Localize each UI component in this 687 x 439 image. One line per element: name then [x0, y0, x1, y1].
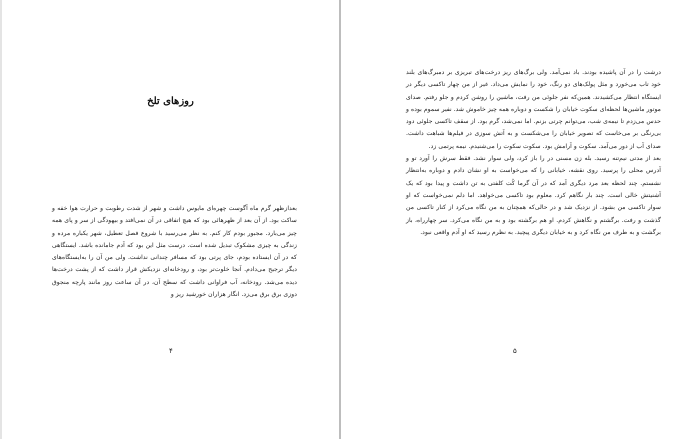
left-page-body — [52, 203, 297, 301]
left-page — [2, 0, 339, 439]
right-page — [341, 0, 687, 439]
left-page-number: ۴ — [169, 347, 173, 355]
left-paragraph: بعدازظهر گرم ماه آگوست چهره‌ای مایوس داشت و شهر از شدت رطوبت و حرارت هوا خفه و ساکت بود. از آن بعد از ظهرهائی بود که هیچ اتفاقی در آن نمی‌افتد و بیهودگی از سر و پای همه چیز می‌بارد. مجبور بودم کار کنم. به نظر می‌رسید با شروع فصل تعطیل، شهر یکباره مرده و زندگی به چیزی مشکوک تبدیل شده است. درست مثل این بود که آدم جامانده باشد. ایستگاهی که در آن ایستاده بودم، جای پرتی بود که مسافر چندانی نداشت. ولی من آن را به‌ایستگاه‌های دیگر ترجیح می‌دادم. آنجا خلوت‌تر بود، و رودخانه‌ای نزدیکش قرار داشت که از پشت درخت‌ها دیده می‌شد. رودخانه، آب فراوانی داشت که سطح آن، در آن ساعت روز مانند پارچه منجوق دوزی برق برق می‌زد. انگار هزاران خورشید ریز و — [52, 205, 297, 299]
right-paragraph-2: بعد از مدتی نیم‌تنه رسید. بله زن مسنی در را باز کرد، ولی سوار نشد. فقط سرش را آورد تو و آدرس محلی را پرسید. روی نقشه، خیابانی را که می‌خواست به او نشان دادم و دوباره به‌انتظار نشستم. چند لحظه بعد مرد دیگری آمد که در آن گرما کُت کلفتی به تن داشت و پیدا بود که یک آشنیتش خالی است. چند بار نگاهم کرد. معلوم بود تاکسی می‌خواهد. اما دلم نمی‌خواست که او سوار تاکسی من بشود. از نزدیک شد و در حالی‌که همچنان به من نگاه می‌کرد از کنار تاکسی من گذشت و رفت. برگشتم و نگاهش کردم. او هم برگشته بود و به من نگاه می‌کرد. سر چهارراه، باز برگشت و به طرف من نگاه کرد و به خیابان دیگری پیچید. به نظرم رسید که او آدم واقعی نبود. — [406, 155, 661, 236]
right-paragraph-1: درشت را در آن پاشیده بودند. باد نمی‌آمد. ولی برگ‌های ریز درخت‌های تبریزی بر دمبرگ‌های بلند خود تاب می‌خورد و مثل پولک‌های دو رنگ، خود را نمایش می‌داد. غیر از من چهار تاکسی دیگر در ایستگاه انتظار می‌کشیدند. همین‌که نفر جلوئی من رفت، ماشین را روشن کردم و جلو رفتم. صدای موتور ماشین‌ها لحظه‌ای سکوت خیابان را شکست و دوباره همه چیز خاموش شد. نفیر سموم بوده و حدس می‌زدم تا نیمه‌ی شب، می‌توانم چرتی بزنم. اما نمی‌شد، گرم بود. از سقف تاکسی جلوئی دود بی‌رنگی بر می‌خاست که تصویر خیابان را می‌شکست و به آتش سوزی در فیلم‌ها شباهت داشت. صدای آب از دور می‌آمد. سکوت و آرامش بود. سکوت سکوت را می‌شنیدم. نیمه پرتمی زد. — [406, 69, 661, 150]
right-page-body — [406, 67, 661, 239]
chapter-title: روزهای تلخ — [147, 96, 194, 107]
right-page-number: ۵ — [513, 347, 517, 355]
